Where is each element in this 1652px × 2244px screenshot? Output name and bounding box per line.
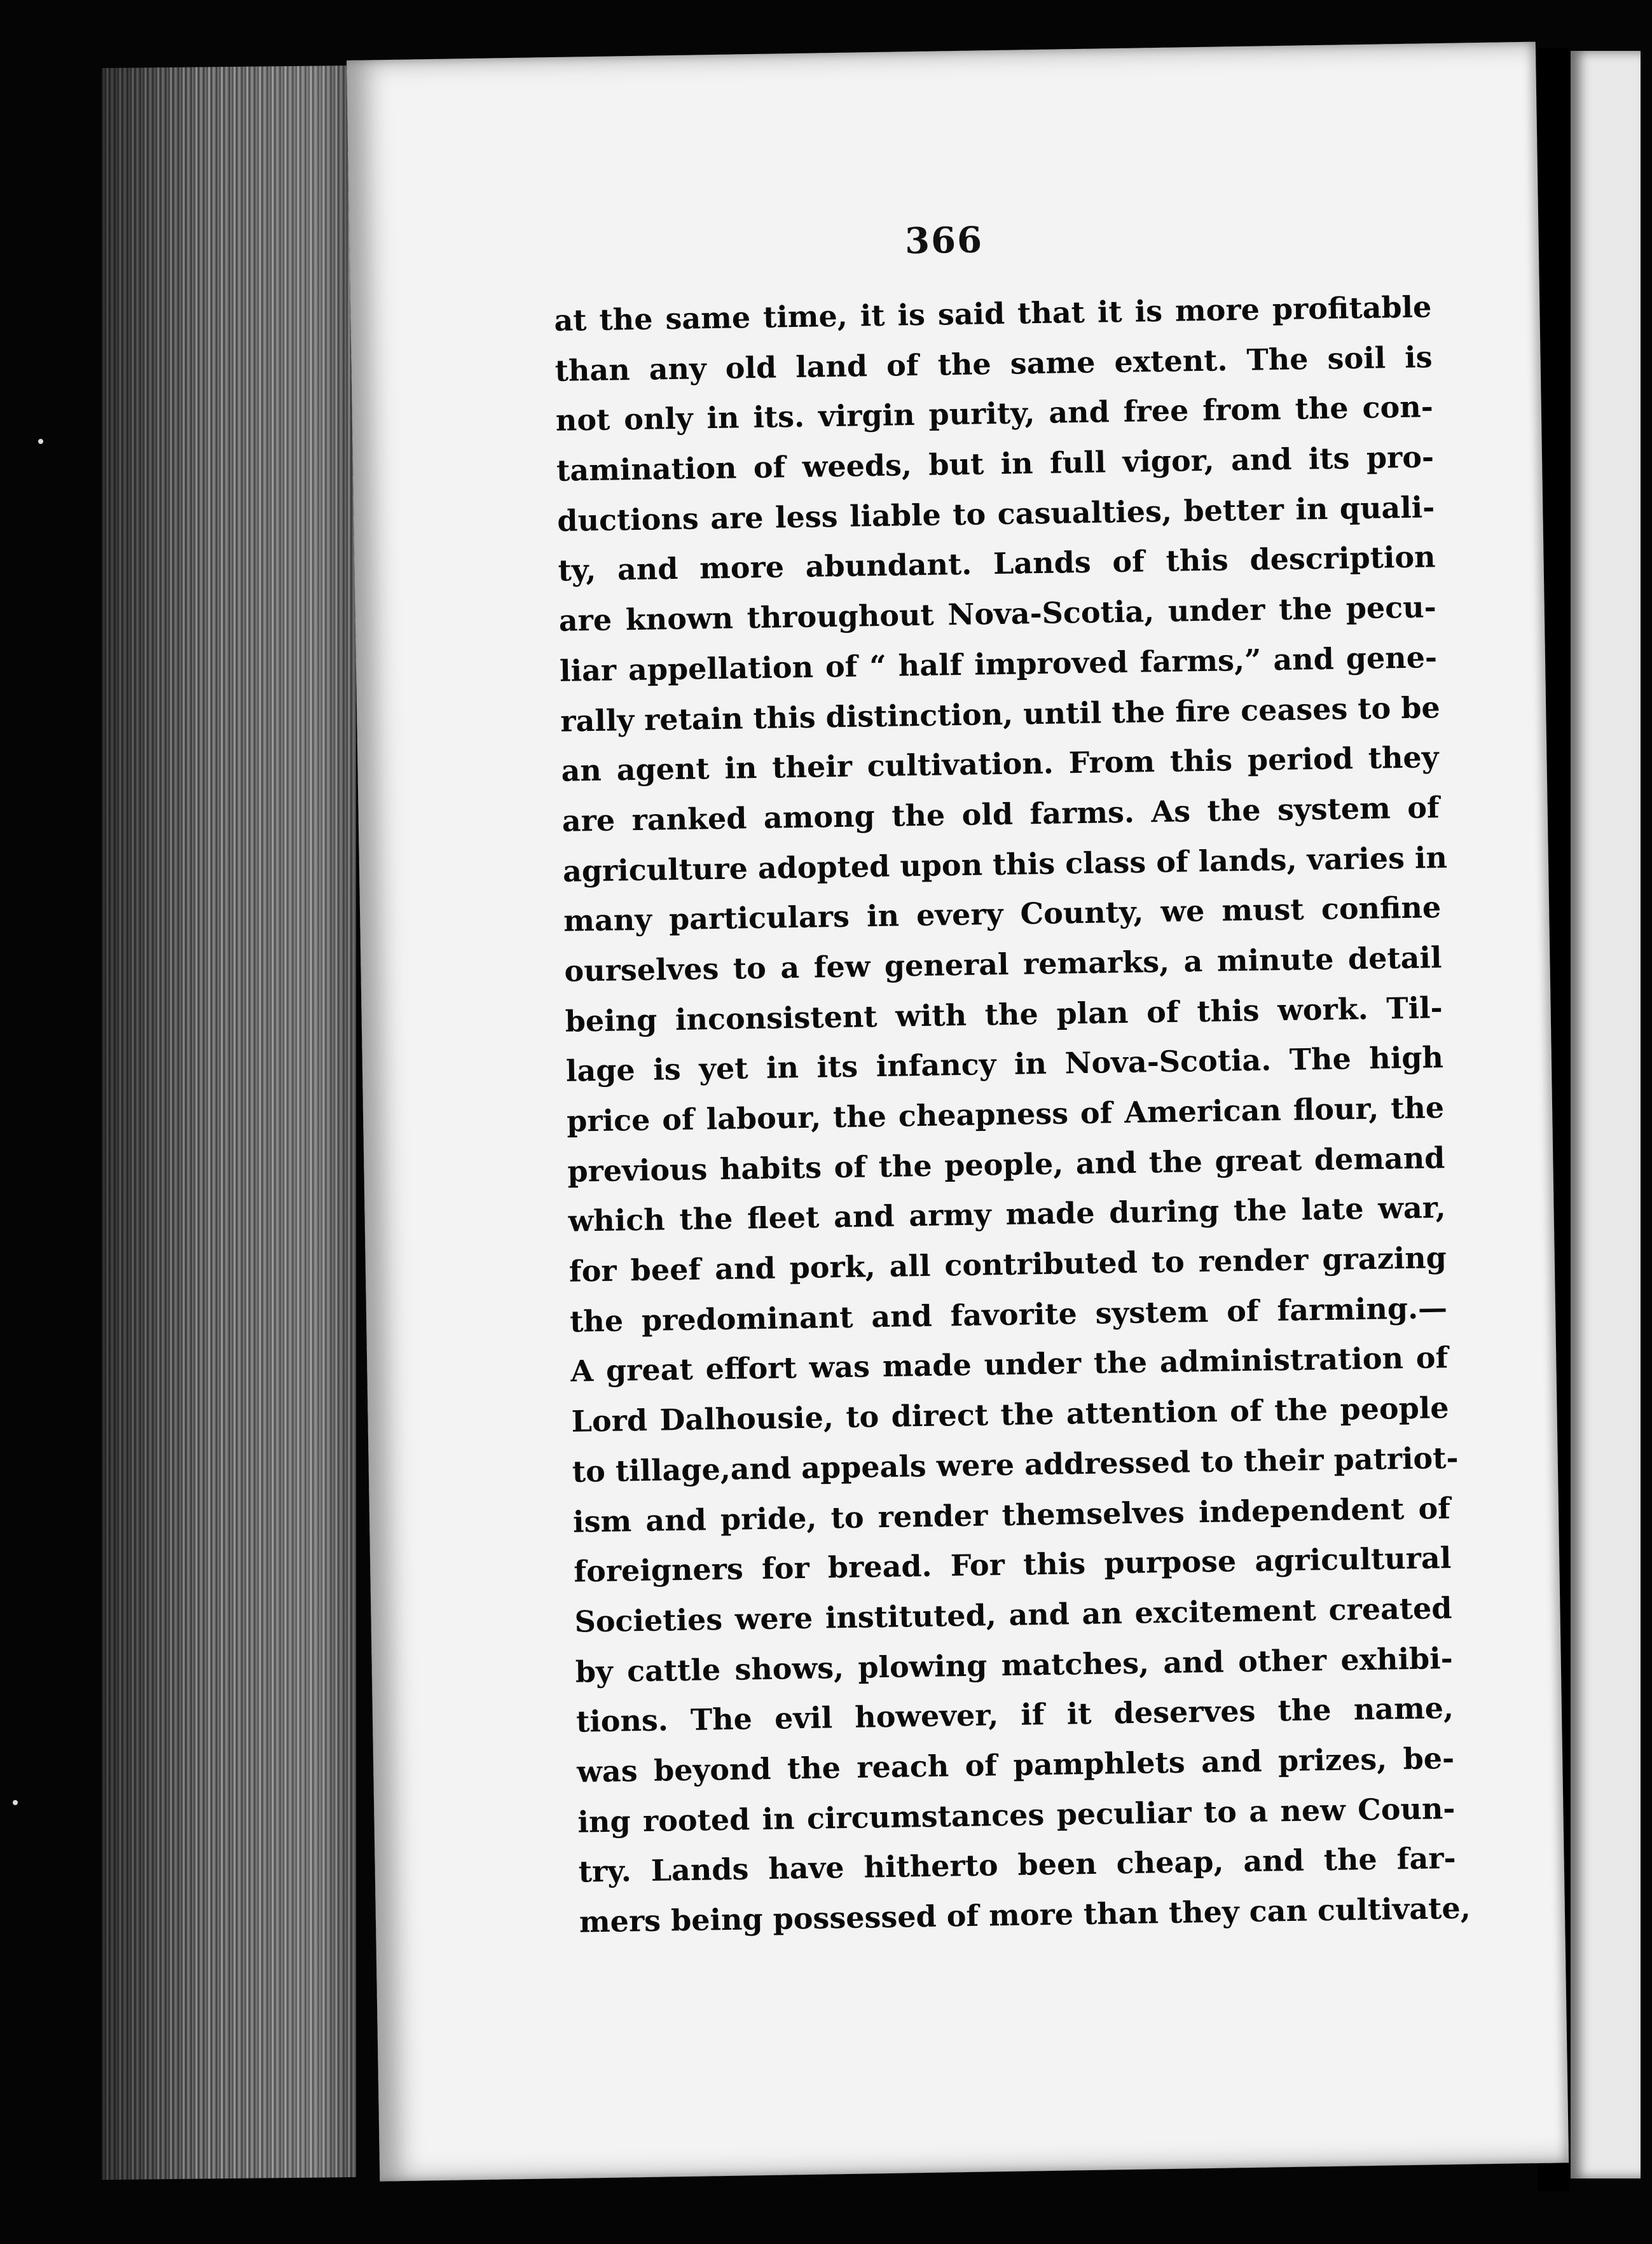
text-line: ductions are less liable to casualties, better in quali- [556, 489, 1435, 538]
text-line: to tillage,and appeals were addressed to their patriot- [572, 1440, 1459, 1489]
text-line: was beyond the reach of pamphlets and prizes, be- [576, 1740, 1455, 1789]
text-line: price of labour, the cheapness of American flour, the [566, 1090, 1445, 1139]
text-line: many particulars in every County, we must confine [563, 890, 1442, 939]
text-line: which the fleet and army made during the late war, [568, 1190, 1446, 1239]
page-number: 366 [904, 219, 984, 263]
text-line: ty, and more abundant. Lands of this description [558, 539, 1436, 588]
text-line: Lord Dalhousie, to direct the attention of the people [571, 1390, 1449, 1439]
text-line: tamination of weeds, but in full vigor, and its pro- [556, 440, 1435, 488]
text-line: by cattle shows, plowing matches, and other exhibi- [575, 1640, 1454, 1689]
text-line: for beef and pork, all contributed to render grazing [568, 1240, 1447, 1289]
text-line: A great effort was made under the administration of [570, 1340, 1449, 1389]
text-line: tions. The evil however, if it deserves the name, [575, 1691, 1454, 1739]
text-line: ism and pride, to render themselves independent of [572, 1490, 1451, 1539]
text-line: are ranked among the old farms. As the system of [561, 790, 1440, 838]
text-line: ing rooted in circumstances peculiar to a new Coun- [577, 1790, 1456, 1839]
page-edges [102, 66, 356, 2180]
text-line: the predominant and favorite system of farming.— [569, 1290, 1448, 1339]
body-text [554, 282, 1471, 1947]
book-page [347, 42, 1569, 2182]
text-line: foreigners for bread. For this purpose agricultural [573, 1541, 1452, 1589]
dust-speck [38, 439, 43, 444]
text-line: are known throughout Nova-Scotia, under the pecu- [558, 590, 1437, 638]
text-line: lage is yet in its infancy in Nova-Scotia. The high [565, 1040, 1444, 1089]
text-line: at the same time, it is said that it is more profitable [554, 289, 1432, 338]
text-line: liar appellation of “ half improved farms,” and gene- [559, 639, 1438, 688]
text-line: mers being possessed of more than they can cultivate, [579, 1890, 1471, 1939]
text-line: Societies were instituted, and an excitement created [574, 1590, 1452, 1639]
text-line: being inconsistent with the plan of this work. Til- [565, 990, 1443, 1039]
text-line: rally retain this distinction, until the fire ceases to be [560, 689, 1441, 738]
text-line: not only in its. virgin purity, and free from the con- [555, 389, 1434, 438]
text-line: ourselves to a few general remarks, a minute detail [564, 940, 1442, 988]
text-line: than any old land of the same extent. The soil is [554, 339, 1433, 388]
dust-speck [13, 1800, 18, 1805]
next-page-edge [1571, 51, 1641, 2178]
text-line: try. Lands have hitherto been cheap, and the far- [578, 1841, 1457, 1889]
text-line: previous habits of the people, and the great demand [567, 1140, 1445, 1189]
text-line: agriculture adopted upon this class of lands, varies in [562, 840, 1448, 889]
text-line: an agent in their cultivation. From this period they [561, 740, 1439, 789]
